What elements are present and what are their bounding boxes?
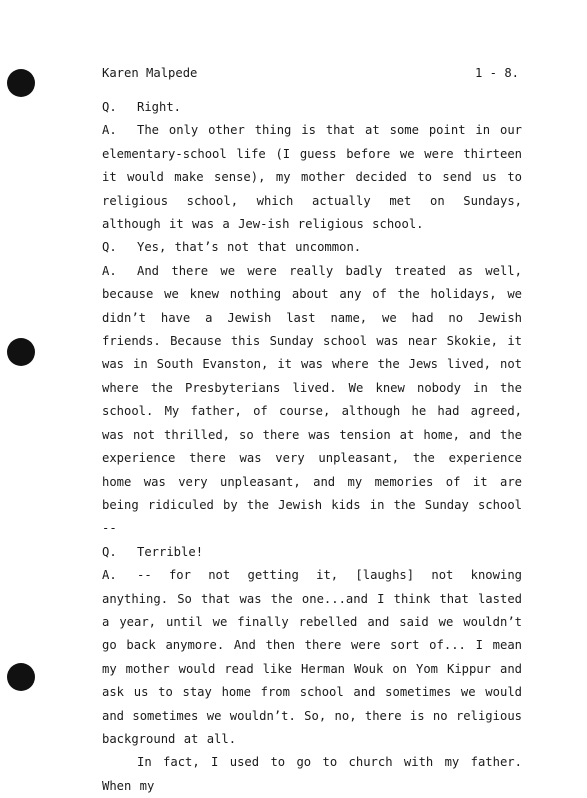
paragraph-text: Terrible! (137, 544, 204, 559)
interviewee-name: Karen Malpede (102, 66, 198, 80)
page-header (102, 64, 519, 82)
transcript-paragraph (102, 119, 522, 236)
transcript-paragraph (102, 751, 522, 798)
speaker-label: A. (102, 263, 117, 278)
paragraph-text: Right. (137, 100, 182, 114)
transcript-paragraph (102, 541, 522, 564)
transcript-paragraph (102, 236, 522, 259)
speaker-label: A. (102, 123, 117, 138)
speaker-label: A. (102, 568, 117, 583)
paragraph-text: And there we were really badly treated as well, because we knew nothing about any of the holidays, we didn’t have a Jewish last name, we had no Jewish friends. Because this Sunday school was near Skokie, it was in South Evanston, it was where the Jews lived, not where the Presbyterians lived. We knew nobody in the school. My father, of course, although he had agreed, was not thrilled, so there was tension at home, and the experience there was very unpleasant, the experience home was very unpleasant, and my memories of it are being ridiculed by the Jewish kids in the Sunday school -- (102, 263, 522, 536)
paragraph-text: -- for not getting it, [laughs] not knowing anything. So that was the one...and I think that lasted a year, until we finally rebelled and said we wouldn’t go back anymore. And then there were sort of... I mean my mother would read like Herman Wouk on Yom Kippur and ask us to stay home from school and sometimes we would and sometimes we wouldn’t. So, no, there is no religious background at all. (102, 568, 522, 746)
paragraph-text: Yes, that’s not that uncommon. (137, 240, 362, 255)
speaker-label: Q. (102, 100, 117, 114)
paragraph-text: The only other thing is that at some point in our elementary-school life (I guess before we were thirteen it would make sense), my mother decided to send us to religious school, which actually met on Sundays, although it was a Jew-ish religious school. (102, 123, 522, 232)
transcript-paragraph (102, 564, 522, 751)
page-number: 1 - 8. (474, 66, 519, 80)
speaker-label: Q. (102, 544, 117, 559)
binder-hole-top (7, 69, 35, 97)
transcript-body (102, 96, 522, 798)
transcript-paragraph (102, 96, 522, 119)
speaker-label: Q. (102, 240, 117, 255)
transcript-paragraph (102, 260, 522, 541)
binder-hole-middle (7, 338, 35, 366)
paragraph-text: In fact, I used to go to church with my father. When my (102, 755, 522, 793)
binder-hole-bottom (7, 663, 35, 691)
